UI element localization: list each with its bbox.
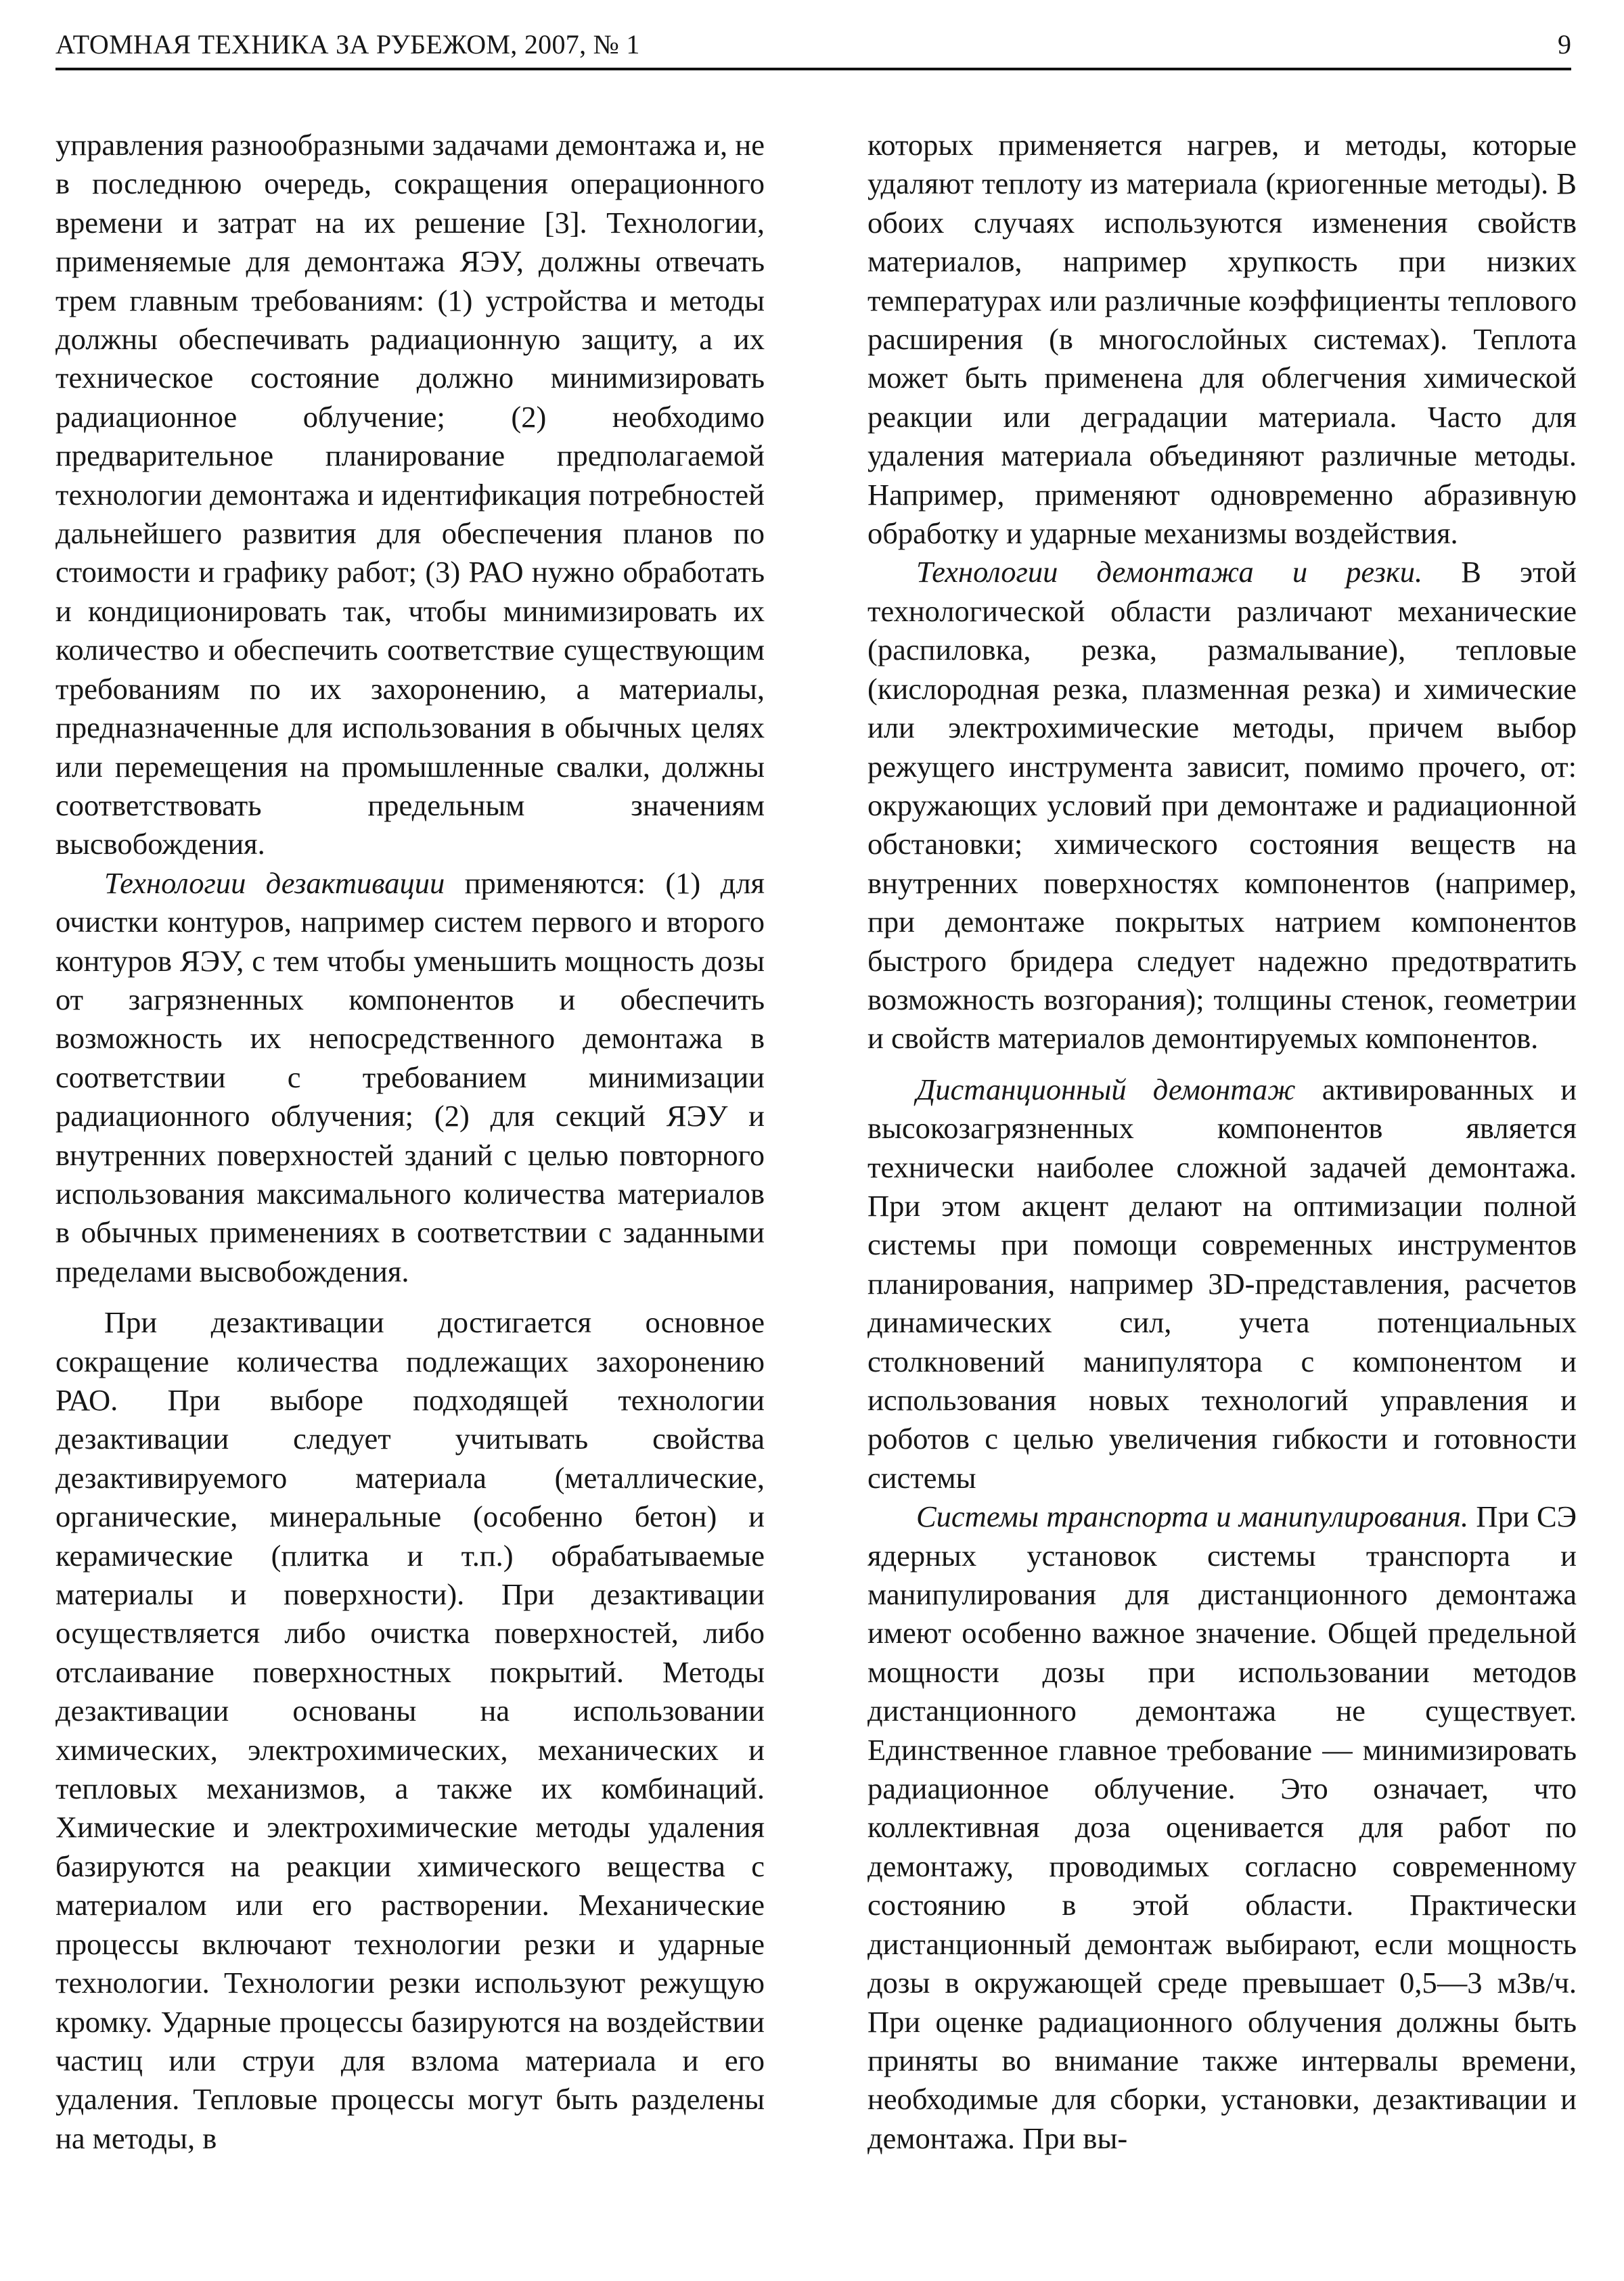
left-column [55, 126, 765, 2158]
paragraph-decontamination-methods: При дезактивации достигается основное сокращение количества подлежащих захоронению РАО. При выборе подходящей технологии дезактивации следует учитывать свойства дезактивируемого материала (металлические, органические, минеральные (особенно бетон) и керамические (плитка и т.п.) обрабатываемые материалы и поверхности). При дезактивации осуществляется либо очистка поверхностей, либо отслаивание поверхностных покрытий. Методы дезактивации основаны на использовании химических, электрохимических, механических и тепловых механизмов, а также их комбинаций. Химические и электрохимические методы удаления базируются на реакции химического вещества с материалом или его растворении. Механические процессы включают технологии резки и ударные технологии. Технологии резки используют режущую кромку. Ударные процессы базируются на воздействии частиц или струи для взлома материала и его удаления. Тепловые процессы могут быть разделены на методы, в [55, 1305, 765, 2155]
paragraph-remote-dismantling [867, 1070, 1577, 1497]
section-heading-cutting: Технологии демонтажа и резки. [916, 555, 1423, 589]
paragraph-cutting-tech [867, 553, 1577, 1058]
section-heading-transport: Системы транспорта и манипулирования. [916, 1499, 1469, 1534]
journal-title: АТОМНАЯ ТЕХНИКА ЗА РУБЕЖОМ, 2007, № 1 [55, 29, 640, 60]
paragraph-thermal-methods: которых применяется нагрев, и методы, которые удаляют теплоту из материала (криогенные методы). В обоих случаях используются изменения свойств материалов, например хрупкость при низких температурах или различные коэффициенты теплового расширения (в многослойных системах). Теплота может быть применена для облегчения химической реакции или деградации материала. Часто для удаления материала объединяют различные методы. Например, применяют одновременно абразивную обработку и ударные механизмы воздействия. [867, 128, 1577, 551]
paragraph-requirements: управления разнообразными задачами демонтажа и, не в последнюю очередь, сокращения операционного времени и затрат на их решение [3]. Технологии, применяемые для демонтажа ЯЭУ, должны отвечать трем главным требованиям: (1) устройства и методы должны обеспечивать радиационную защиту, а их техническое состояние должно минимизировать радиационное облучение; (2) необходимо предварительное планирование предполагаемой технологии демонтажа и идентификация потребностей дальнейшего развития для обеспечения планов по стоимости и графику работ; (3) РАО нужно обработать и кондиционировать так, чтобы минимизировать их количество и обеспечить соответствие существующим требованиям по их захоронению, а материалы, предназначенные для использования в обычных целях или перемещения на промышленные свалки, должны соответствовать предельным значениям высвобождения. [55, 128, 765, 861]
running-head [55, 26, 1571, 70]
paragraph-decontamination-tech [55, 864, 765, 1291]
paragraph-body: применяются: (1) для очистки контуров, например систем первого и второго контуров ЯЭУ, с тем чтобы уменьшить мощность дозы от загрязненных компонентов и обеспечить возможность их непосредственного демонтажа в соответствии с требованием минимизации радиационного облучения; (2) для секций ЯЭУ и внутренних поверхностей зданий с целью повторного использования максимального количества материалов в обычных применениях в соответствии с заданными пределами высвобождения. [55, 865, 765, 1288]
section-heading-remote: Дистанционный демонтаж [916, 1072, 1296, 1106]
paragraph-body: активированных и высокозагрязненных компонентов является технически наиболее сложной задачей демонтажа. При этом акцент делают на оптимизации полной системы при помощи современных инструментов планирования, например 3D-представления, расчетов динамических сил, учета потенциальных столкновений манипулятора с компонентом и использования новых технологий управления и роботов с целью увеличения гибкости и готовности системы [867, 1072, 1577, 1495]
paragraph-body: При СЭ ядерных установок системы транспорта и манипулирования для дистанционного демонтажа имеют особенно важное значение. Общей предельной мощности дозы при использовании методов дистанционного демонтажа не существует. Единственное главное требование — минимизировать радиационное облучение. Это означает, что коллективная доза оценивается для работ по демонтажу, проводимых согласно современному состоянию в этой области. Практически дистанционный демонтаж выбирают, если мощность дозы в окружающей среде превышает 0,5—3 мЗв/ч. При оценке радиационного облучения должны быть приняты во внимание также интервалы времени, необходимые для сборки, установки, дезактивации и демонтажа. При вы- [867, 1499, 1577, 2155]
paragraph-transport-systems [867, 1497, 1577, 2158]
right-column [867, 126, 1577, 2158]
paragraph-body: В этой технологической области различают механические (распиловка, резка, размалывание), тепловые (кислородная резка, плазменная резка) и химические или электрохимические методы, причем выбор режущего инструмента зависит, помимо прочего, от: окружающих условий при демонтаже и радиационной обстановки; химического состояния веществ на внутренних поверхностях компонентов (например, при демонтаже покрытых натрием компонентов быстрого бридера следует надежно предотвратить возможность возгорания); толщины стенок, геометрии и свойств материалов демонтируемых компонентов. [867, 555, 1577, 1056]
page-number: 9 [1558, 29, 1571, 60]
section-heading-decontamination: Технологии дезактивации [104, 865, 445, 900]
